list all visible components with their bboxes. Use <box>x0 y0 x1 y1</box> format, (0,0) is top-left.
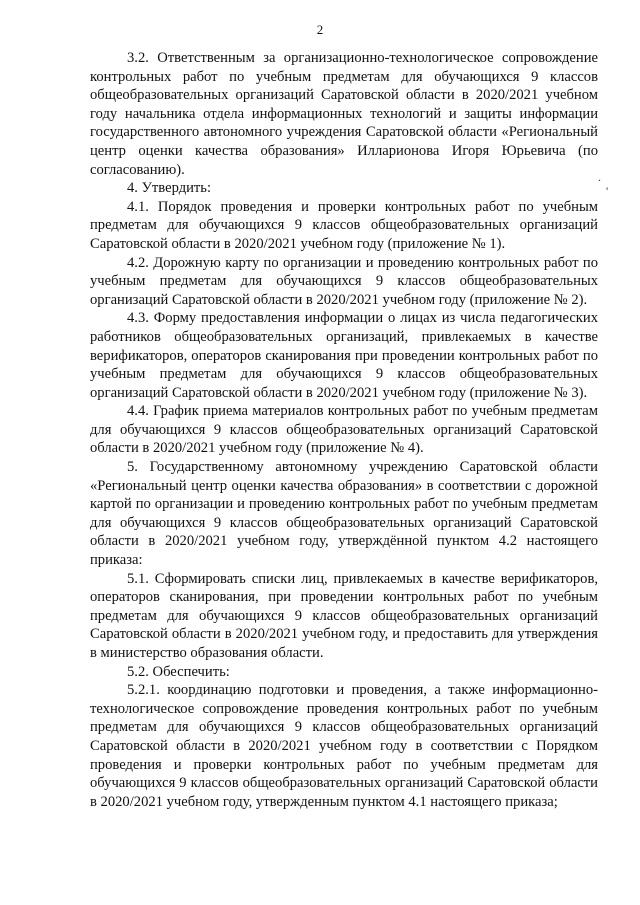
paragraph-5-1: 5.1. Сформировать списки лиц, привлекаемых в качестве верификаторов, операторов сканирования, при проведении контрольных работ по учебным предметам для обучающихся 9 классов общеобразовательных организаций Саратовской области в 2020/2021 учебном году, и предоставить для утверждения в министерство образования области. <box>90 570 598 661</box>
paragraph-5-2-1: 5.2.1. координацию подготовки и проведения, а также информационно-технологическое сопровождение проведения контрольных работ по учебным предметам для обучающихся 9 классов общеобразовательных организаций Саратовской области в 2020/2021 учебном году в соответствии с Порядком проведения и проверки контрольных работ по учебным предметам для обучающихся 9 классов общеобразовательных организаций Саратовской области в 2020/2021 учебном году, утвержденным пунктом 4.1 настоящего приказа; <box>90 682 598 810</box>
scan-speck: . <box>598 170 601 184</box>
paragraph-4-1: 4.1. Порядок проведения и проверки контрольных работ по учебным предметам для обучающихся 9 классов общеобразовательных организаций Саратовской области в 2020/2021 учебном году (приложение № 1). <box>90 198 598 252</box>
paragraph-4: 4. Утвердить: <box>127 180 212 197</box>
paragraph-4-4: 4.4. График приема материалов контрольных работ по учебным предметам для обучающихся 9 классов общеобразовательных организаций Саратовской области в 2020/2021 учебном году (приложение № 4). <box>90 403 598 457</box>
document-body <box>90 49 598 811</box>
paragraph-4-3: 4.3. Форму предоставления информации о лицах из числа педагогических работников общеобразовательных организаций, привлекаемых в качестве верификаторов, операторов сканирования при проведении контрольных работ по учебным предметам для обучающихся 9 классов общеобразовательных организаций Саратовской области в 2020/2021 учебном году (приложение № 3). <box>90 310 598 401</box>
paragraph-4-2: 4.2. Дорожную карту по организации и проведению контрольных работ по учебным предметам для обучающихся 9 классов общеобразовательных организаций Саратовской области в 2020/2021 учебном году (приложение № 2). <box>90 254 598 308</box>
scan-speck: ' <box>606 184 609 198</box>
paragraph-5: 5. Государственному автономному учреждению Саратовской области «Региональный центр оценки качества образования» в соответствии с дорожной картой по организации и проведению контрольных работ по учебным предметам для обучающихся 9 классов общеобразовательных организаций Саратовской области в 2020/2021 учебном году, утверждённой пунктом 4.2 настоящего приказа: <box>90 459 598 569</box>
paragraph-5-2: 5.2. Обеспечить: <box>127 663 230 680</box>
paragraph-3-2: 3.2. Ответственным за организационно-технологическое сопровождение контрольных работ по учебным предметам для обучающихся 9 классов общеобразовательных организаций Саратовской области в 2020/2021 учебном году начальника отдела информационных технологий и защиты информации государственного автономного учреждения Саратовской области «Региональный центр оценки качества образования» Илларионова Игоря Юрьевича (по согласованию). <box>90 50 598 178</box>
page-number: 2 <box>316 22 324 37</box>
